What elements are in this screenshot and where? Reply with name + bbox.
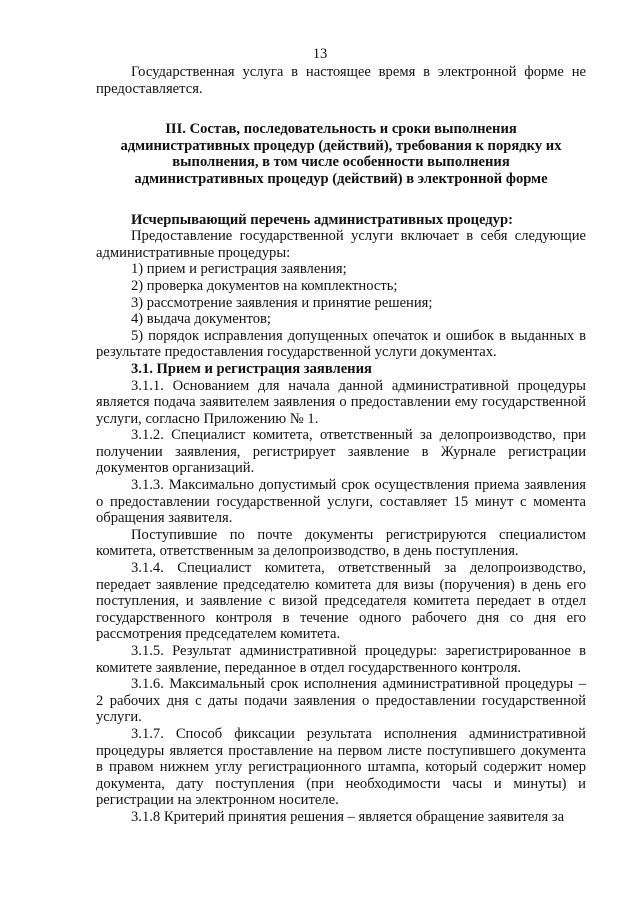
page-number: 13 [312,46,328,62]
paragraph-3-1-2: 3.1.2. Специалист комитета, ответственный за делопроизводство, при получении заявления, регистрирует заявление в Журнале регистрации документов организаций. [96,427,586,477]
section-title: III. Состав, последовательность и сроки выполнения административных процедур (действий), требования к порядку их выполнения, в том числе особенности выполнения административных процедур (действий) в электронной форме [120,121,562,187]
paragraph-3-1-6: 3.1.6. Максимальный срок исполнения административной процедуры – 2 рабочих дня с даты подачи заявления о предоставлении государственной услуги. [96,676,586,726]
paragraph-mail-registration: Поступившие по почте документы регистрируются специалистом комитета, ответственным за делопроизводство, в день поступления. [96,526,586,560]
list-heading: Исчерпывающий перечень административных процедур: [131,211,513,228]
paragraph-3-1-4: 3.1.4. Специалист комитета, ответственный за делопроизводство, передает заявление председателю комитета для визы (поручения) в день его поступления, и заявление с визой председателя комитета передает в отдел государственного контроля в течение одного рабочего дня со дня его рассмотрения председателем комитета. [96,560,586,643]
list-item: 3) рассмотрение заявления и принятие решения; [131,294,433,311]
paragraph-3-1-7: 3.1.7. Способ фиксации результата исполнения административной процедуры является проставление на первом листе поступившего документа в правом нижнем углу регистрационного штампа, который содержит номер документа, дату поступления (при необходимости часы и минуты) и регистрации на электронном носителе. [96,725,586,809]
subsection-title: 3.1. Прием и регистрация заявления [131,360,372,377]
paragraph-3-1-8: 3.1.8 Критерий принятия решения – является обращение заявителя за [131,808,565,825]
list-item: 1) прием и регистрация заявления; [131,261,347,278]
intro-paragraph: Государственная услуга в настоящее время в электронной форме не предоставляется. [96,64,586,97]
paragraph-3-1-1: 3.1.1. Основанием для начала данной административной процедуры является подача заявителем заявления о предоставлении ему государственной услуги, согласно Приложению № 1. [96,377,586,427]
paragraph-3-1-3: 3.1.3. Максимально допустимый срок осуществления приема заявления о предоставлении государственной услуги, составляет 15 минут с момента обращения заявителя. [96,477,586,527]
list-item: 4) выдача документов; [131,311,271,328]
procedure-list [96,261,586,361]
paragraph-3-1-5: 3.1.5. Результат административной процедуры: зарегистрированное в комитете заявление, переданное в отдел государственного контроля. [96,643,586,676]
page-body [96,64,586,826]
list-intro: Предоставление государственной услуги включает в себя следующие административные процедуры: [96,228,586,261]
list-item: 5) порядок исправления допущенных опечаток и ошибок в выданных в результате предоставления государственной услуги документах. [96,327,586,361]
list-item: 2) проверка документов на комплектность; [131,277,398,294]
